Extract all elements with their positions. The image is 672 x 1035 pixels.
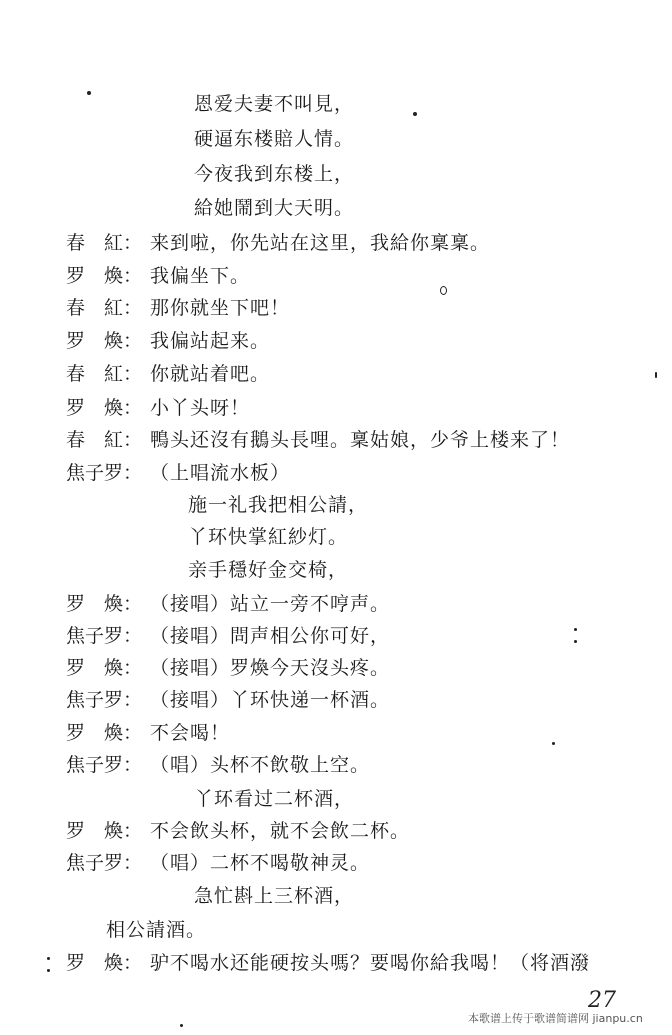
speaker-label: 春 紅： [66,297,143,319]
verse-line: 相公請酒。 [106,919,207,941]
page-number: 27 [588,988,616,1013]
scan-speck [574,640,577,643]
dialogue-text: 驴不喝水还能硬按头嗎？要喝你給我喝！（将酒潑 [150,952,591,974]
dialogue-text: 你就站着吧。 [150,363,271,385]
dialogue-text: 鴨头还沒有鵝头長哩。稟姑娘，少爷上楼来了！ [150,429,571,451]
speaker-label: 春 紅： [66,363,143,385]
verse-line: 今夜我到东楼上， [194,163,355,185]
dialogue-text: 来到啦，你先站在这里，我給你稟稟。 [150,232,491,254]
speaker-label: 罗 煥： [66,397,143,419]
dialogue-text: 那你就坐下吧！ [150,297,291,319]
scan-speck [180,1024,183,1027]
speaker-label: 春 紅： [66,232,143,254]
speaker-label: 罗 煥： [66,952,143,974]
dialogue-text: （唱）二杯不喝敬神灵。 [150,852,371,874]
speaker-label: 罗 煥： [66,722,143,744]
scan-speck [552,742,555,745]
speaker-label: 罗 煥： [66,657,143,679]
scan-speck [574,628,577,631]
speaker-label: 焦子罗： [66,852,143,874]
verse-line: 亲手穩好金交椅， [188,559,349,581]
verse-line: 丫环看过二杯酒， [194,788,355,810]
speaker-label: 罗 煥： [66,330,143,352]
scan-speck [47,957,50,960]
verse-line: 丫环快掌紅紗灯。 [188,526,349,548]
dialogue-text: （接唱）丫环快递一杯酒。 [150,689,391,711]
dialogue-text: （接唱）罗煥今天沒头疼。 [150,657,391,679]
speaker-label: 罗 煥： [66,593,143,615]
scan-speck [87,91,91,95]
speaker-label: 焦子罗： [66,689,143,711]
speaker-label: 焦子罗： [66,754,143,776]
dialogue-text: 我偏坐下。 [150,265,251,287]
watermark-text: 本歌谱上传于歌谱简谱网 jianpu.cn [468,1012,643,1025]
dialogue-text: （上唱流水板） [150,462,291,484]
dialogue-text: （接唱）站立一旁不哼声。 [150,593,391,615]
scan-speck [440,286,447,295]
scan-speck [47,969,50,972]
verse-line: 急忙斟上三杯酒， [194,885,355,907]
speaker-label: 焦子罗： [66,625,143,647]
dialogue-text: 我偏站起来。 [150,330,271,352]
dialogue-text: 不会喝！ [150,722,231,744]
verse-line: 硬逼东楼賠人情。 [194,128,355,150]
verse-line: 恩爱夫妻不叫見， [194,93,355,115]
speaker-label: 罗 煥： [66,820,143,842]
dialogue-text: 不会飲头杯，就不会飲二杯。 [150,820,411,842]
verse-line: 施一礼我把相公請， [188,494,369,516]
scan-speck [413,112,417,116]
speaker-label: 春 紅： [66,429,143,451]
dialogue-text: （接唱）問声相公你可好， [150,625,391,647]
speaker-label: 罗 煥： [66,265,143,287]
speaker-label: 焦子罗： [66,462,143,484]
scan-speck [655,372,657,378]
verse-line: 給她鬧到大天明。 [194,197,355,219]
dialogue-text: 小丫头呀！ [150,397,251,419]
dialogue-text: （唱）头杯不飲敬上空。 [150,754,371,776]
